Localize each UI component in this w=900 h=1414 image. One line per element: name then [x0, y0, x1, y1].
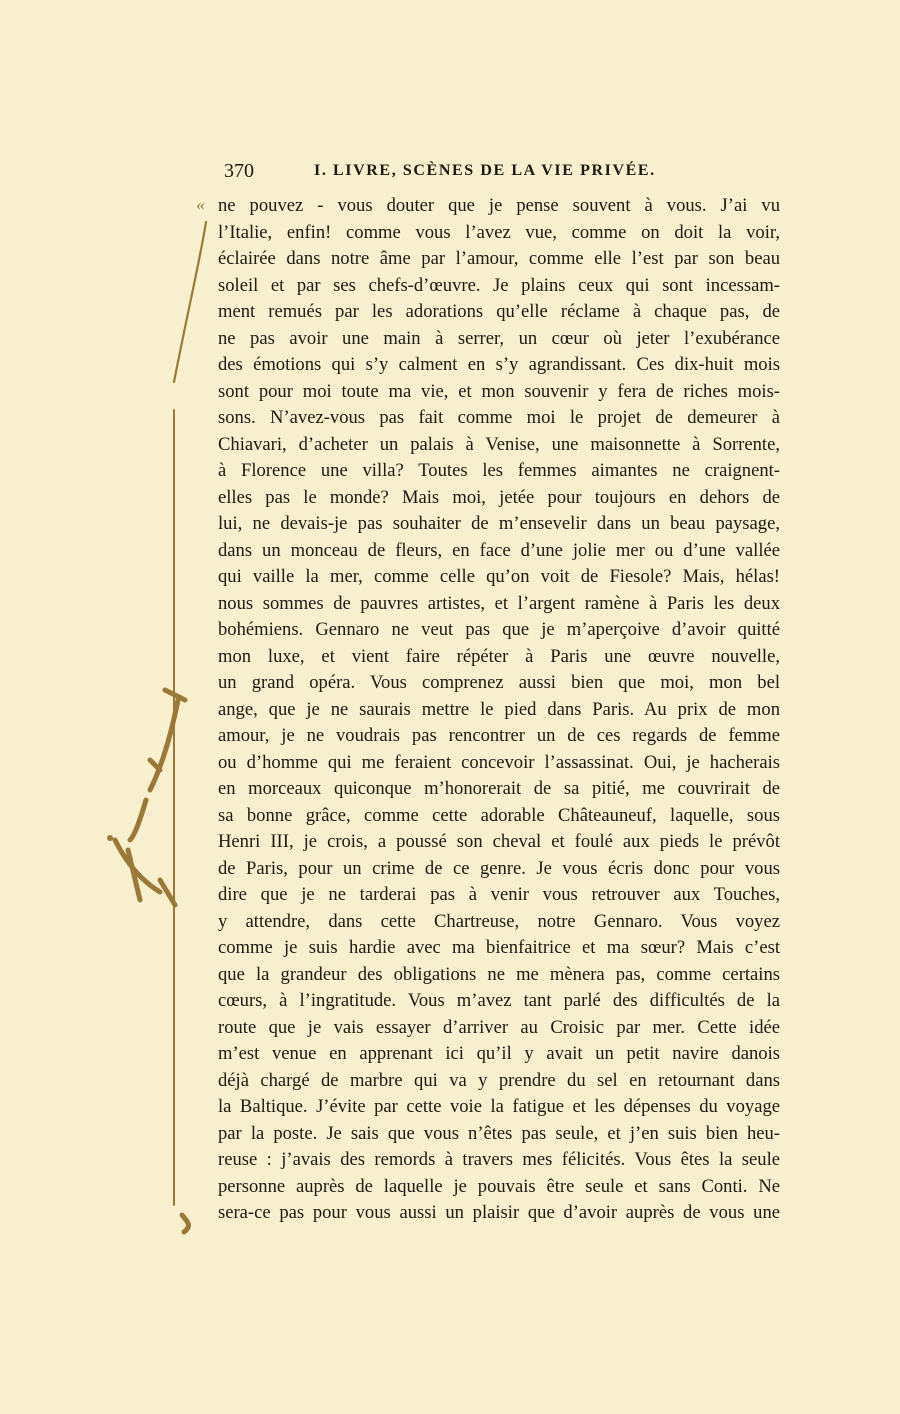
text-line: nous sommes de pauvres artistes, et l’argent ramène à Paris les deux — [218, 592, 780, 614]
text-line: lui, ne devais-je pas souhaiter de m’ensevelir dans un beau paysage, — [218, 513, 780, 534]
text-line: qui vaille la mer, comme celle qu’on voit de Fiesole? Mais, hélas! — [218, 566, 780, 587]
text-line: soleil et par ses chefs-d’œuvre. Je plains ceux qui sont incessam- — [218, 274, 780, 296]
margin-quote-mark: « — [196, 194, 205, 214]
margin-mark-bottom — [182, 1215, 188, 1232]
text-line: ne pas avoir une main à serrer, un cœur où jeter l’exubérance — [218, 327, 780, 349]
text-line: la Baltique. J’évite par cette voie la fatigue et les dépenses du voyage — [218, 1096, 780, 1117]
text-line: l’Italie, enfin! comme vous l’avez vue, comme on doit la voir, — [218, 221, 780, 243]
text-line: déjà chargé de marbre qui va y prendre du sel en retournant dans — [218, 1069, 780, 1091]
text-line: mon luxe, et vient faire répéter à Paris une œuvre nouvelle, — [218, 645, 780, 667]
text-line: ne pouvez - vous douter que je pense souvent à vous. J’ai vu — [218, 195, 780, 216]
margin-pencil-line-top — [174, 222, 206, 382]
page-number: 370 — [224, 160, 254, 182]
text-line: elles pas le monde? Mais moi, jetée pour toujours en dehors de — [218, 486, 780, 508]
text-line: Chiavari, d’acheter un palais à Venise, une maisonnette à Sorrente, — [218, 433, 780, 455]
text-line: bohémiens. Gennaro ne veut pas que je m’aperçoive d’avoir quitté — [218, 619, 780, 640]
text-line: ou d’homme qui me feraient concevoir l’assassinat. Oui, je hacherais — [218, 751, 780, 773]
text-line: éclairée dans notre âme par l’amour, comme elle l’est par son beau — [218, 248, 780, 269]
text-line: m’est venue en apprenant ici qu’il y avait un petit navire danois — [218, 1043, 780, 1064]
text-line: sera-ce pas pour vous aussi un plaisir que d’avoir auprès de vous une — [218, 1202, 780, 1223]
text-line: des émotions qui s’y calment en s’y agrandissant. Ces dix-huit mois — [218, 354, 780, 375]
text-line: personne auprès de laquelle je pouvais être seule et sans Conti. Ne — [218, 1175, 780, 1197]
margin-pencil-line-long — [173, 410, 174, 1205]
text-line: un grand opéra. Vous comprenez aussi bien que moi, mon bel — [218, 672, 780, 693]
text-line: sons. N’avez-vous pas fait comme moi le projet de demeurer à — [218, 407, 780, 428]
text-line: à Florence une villa? Toutes les femmes aimantes ne craignent- — [218, 460, 780, 481]
text-line: sa bonne grâce, comme cette adorable Châteauneuf, laquelle, sous — [218, 804, 780, 826]
text-line: de Paris, pour un crime de ce genre. Je vous écris donc pour vous — [218, 857, 780, 879]
text-line: y attendre, dans cette Chartreuse, notre Gennaro. Vous voyez — [218, 910, 780, 932]
text-line: ange, que je ne saurais mettre le pied dans Paris. Au prix de mon — [218, 698, 780, 720]
text-line: dans un monceau de fleurs, en face d’une jolie mer ou d’une vallée — [218, 539, 780, 561]
text-line: en morceaux quiconque m’honorerait de sa pitié, me couvrirait de — [218, 778, 780, 799]
text-line: sont pour moi toute ma vie, et mon souvenir y fera de riches mois- — [218, 380, 780, 402]
text-line: amour, je ne voudrais pas rencontrer un de ces regards de femme — [218, 725, 780, 746]
text-line: que la grandeur des obligations ne me mènera pas, comme certains — [218, 963, 780, 985]
text-line: reuse : j’avais des remords à travers mes félicités. Vous êtes la seule — [218, 1149, 780, 1170]
text-line: dire que je ne tarderai pas à venir vous retrouver aux Touches, — [218, 884, 780, 905]
margin-dot — [107, 835, 113, 841]
body-text — [218, 193, 780, 1227]
running-title: I. LIVRE, SCÈNES DE LA VIE PRIVÉE. — [314, 162, 656, 179]
text-line: ment remués par les adorations qu’elle réclame à chaque pas, de — [218, 301, 780, 322]
text-line: Henri III, je crois, a poussé son cheval et foulé aux pieds le prévôt — [218, 831, 780, 852]
text-line: par la poste. Je sais que vous n’êtes pas seule, et j’en suis bien heu- — [218, 1122, 780, 1144]
text-line: cœurs, à l’ingratitude. Vous m’avez tant parlé des difficultés de la — [218, 990, 780, 1011]
text-line: route que je vais essayer d’arriver au Croisic par mer. Cette idée — [218, 1016, 780, 1038]
text-line: comme je suis hardie avec ma bienfaitrice et ma sœur? Mais c’est — [218, 937, 780, 958]
